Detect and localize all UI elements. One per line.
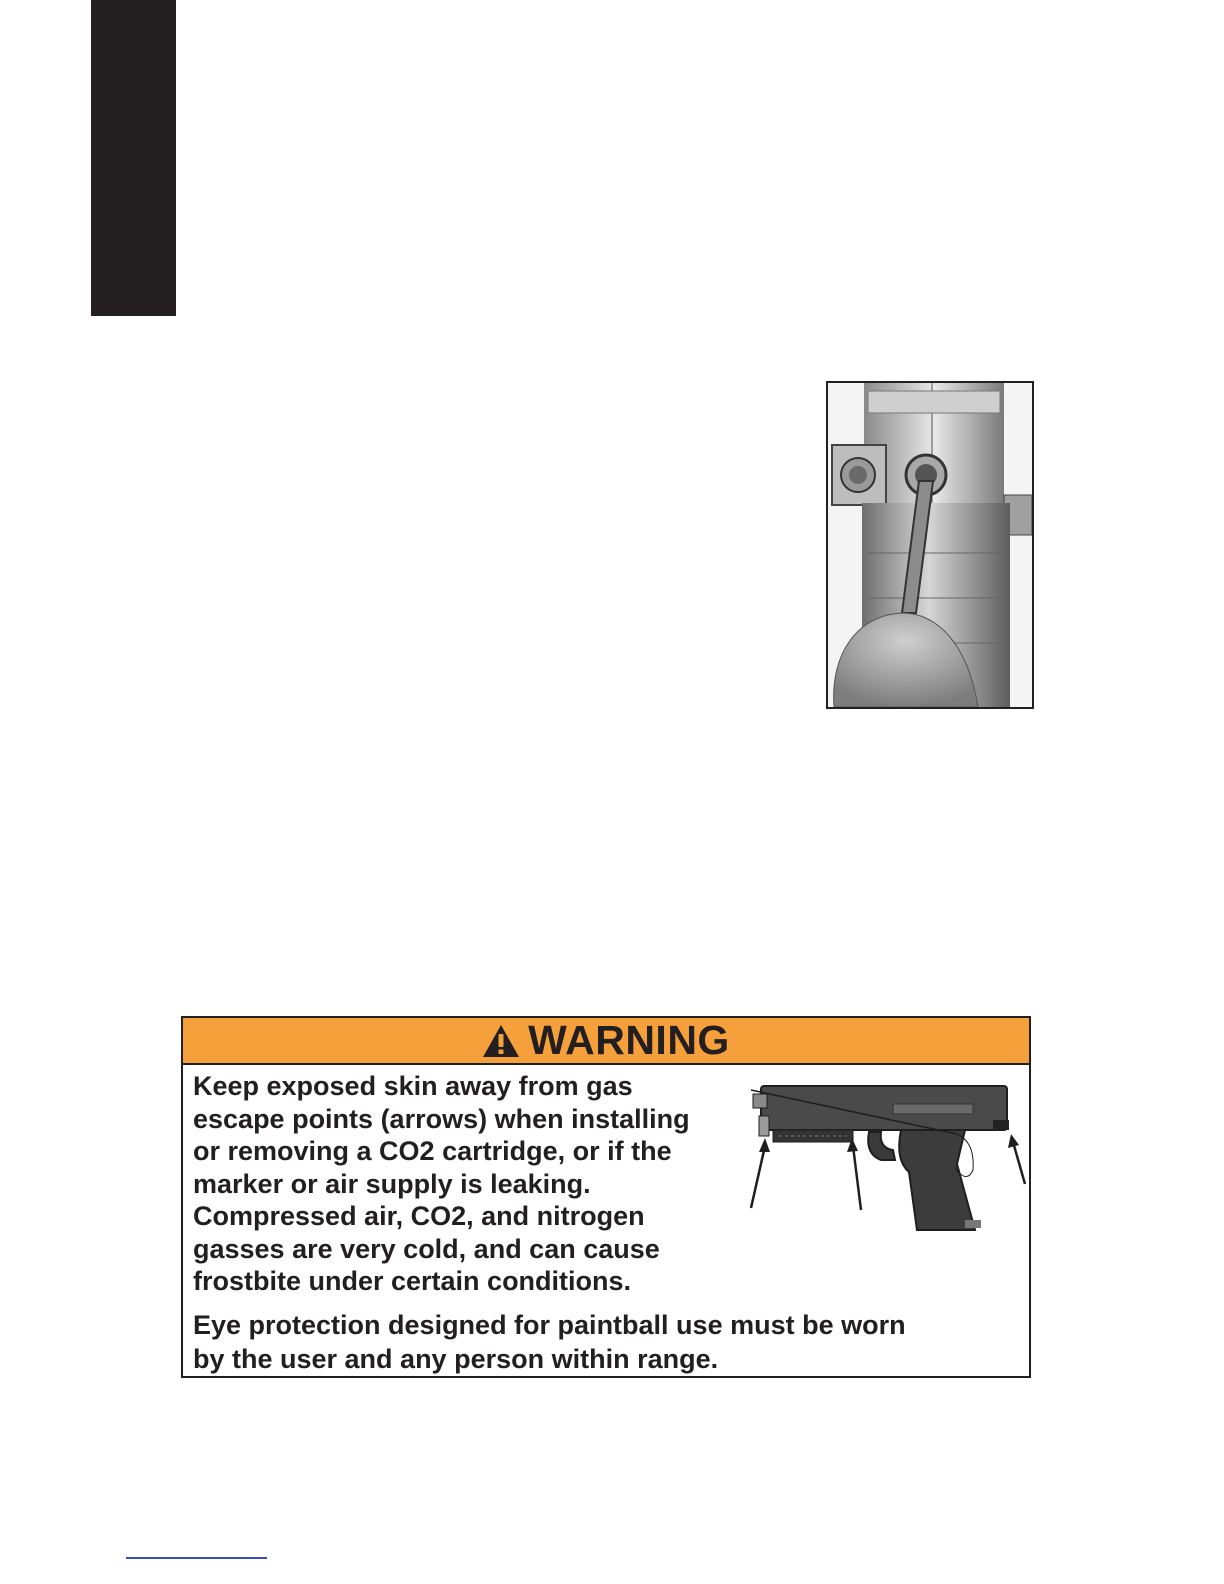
paintball-marker-diagram: [743, 1080, 1029, 1240]
warning-box: [181, 1016, 1031, 1378]
hex-key-illustration: [828, 383, 1032, 707]
warning-line: Compressed air, CO2, and nitrogen: [193, 1201, 645, 1231]
warning-line: Keep exposed skin away from gas: [193, 1071, 633, 1101]
side-tab: [91, 0, 176, 316]
warning-paragraph-1: [193, 1070, 753, 1298]
warning-paragraph-2: [193, 1308, 1013, 1376]
footer-rule: [126, 1557, 267, 1559]
warning-line: marker or air supply is leaking.: [193, 1168, 591, 1199]
warning-line: frostbite under certain conditions.: [193, 1266, 632, 1296]
warning-line: by the user and any person within range.: [193, 1344, 719, 1374]
warning-line: Eye protection designed for paintball use must be worn: [193, 1310, 906, 1340]
warning-title: WARNING: [528, 1017, 730, 1063]
warning-line: escape points (arrows) when installing: [193, 1103, 690, 1134]
warning-line: gasses are very cold, and can cause: [193, 1233, 660, 1264]
warning-header: [183, 1018, 1029, 1065]
warning-triangle-icon: [482, 1024, 520, 1058]
photo-hex-key-in-marker: [826, 381, 1034, 709]
warning-line: or removing a CO2 cartridge, or if the: [193, 1136, 672, 1166]
